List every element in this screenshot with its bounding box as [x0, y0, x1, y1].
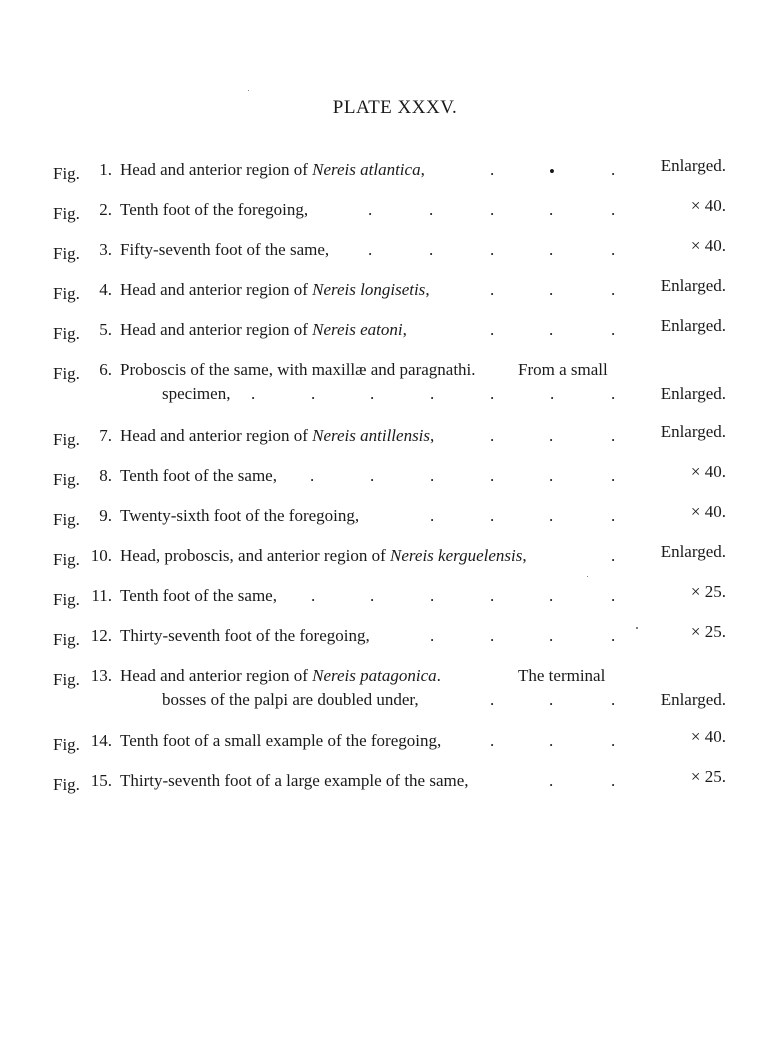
fig-number: 2. [99, 200, 112, 219]
magnification: Enlarged. [660, 542, 726, 561]
fig-label: Fig. [53, 284, 80, 303]
fig-label: Fig. [53, 510, 80, 529]
plate-title: PLATE XXXV. [332, 97, 458, 118]
magnification: Enlarged. [660, 690, 726, 709]
fig-description: Thirty-seventh foot of a large example of the same, [120, 771, 469, 790]
scan-speck [587, 576, 588, 577]
fig-number: 11. [91, 586, 112, 605]
magnification: Enlarged. [660, 316, 726, 335]
fig-description: Tenth foot of the same, [120, 466, 277, 485]
scan-speck [248, 90, 249, 91]
magnification: × 40. [690, 196, 726, 215]
fig-description-line2: specimen, [162, 384, 231, 403]
scan-speck [636, 627, 638, 629]
fig-description-continuation: The terminal [518, 666, 606, 685]
fig-description: Proboscis of the same, with maxillæ and paragnathi. [120, 360, 476, 379]
fig-description: Head and anterior region of Nereis atlantica, [120, 160, 425, 179]
magnification: × 40. [690, 727, 726, 746]
magnification: × 25. [690, 767, 726, 786]
fig-description: Head, proboscis, and anterior region of Nereis kerguelensis, [120, 546, 527, 565]
fig-description: Twenty-sixth foot of the foregoing, [120, 506, 360, 525]
fig-description: Head and anterior region of Nereis eatoni, [120, 320, 407, 339]
fig-number: 8. [99, 466, 112, 485]
fig-label: Fig. [53, 364, 80, 383]
fig-description: Tenth foot of the foregoing, [120, 200, 309, 219]
fig-description: Fifty-seventh foot of the same, [120, 240, 330, 259]
magnification: × 40. [690, 236, 726, 255]
fig-label: Fig. [53, 204, 80, 223]
fig-label: Fig. [53, 735, 80, 754]
fig-label: Fig. [53, 590, 80, 609]
fig-label: Fig. [53, 430, 80, 449]
fig-label: Fig. [53, 324, 80, 343]
fig-number: 15. [90, 771, 112, 790]
fig-description: Tenth foot of the same, [120, 586, 277, 605]
magnification: × 40. [690, 502, 726, 521]
magnification: × 25. [690, 622, 726, 641]
fig-number: 7. [99, 426, 112, 445]
fig-label: Fig. [53, 670, 80, 689]
fig-description: Thirty-seventh foot of the foregoing, [120, 626, 370, 645]
magnification: Enlarged. [660, 156, 726, 175]
fig-label: Fig. [53, 550, 80, 569]
fig-description: Head and anterior region of Nereis antillensis, [120, 426, 435, 445]
fig-number: 5. [99, 320, 112, 339]
fig-number: 12. [90, 626, 112, 645]
fig-description: Head and anterior region of Nereis patagonica. [120, 666, 441, 685]
fig-label: Fig. [53, 470, 80, 489]
fig-label: Fig. [53, 630, 80, 649]
magnification: Enlarged. [660, 276, 726, 295]
magnification: × 25. [690, 582, 726, 601]
fig-label: Fig. [53, 775, 80, 794]
fig-number: 13. [90, 666, 112, 685]
fig-label: Fig. [53, 164, 80, 183]
fig-number: 9. [99, 506, 112, 525]
magnification: × 40. [690, 462, 726, 481]
fig-number: 1. [99, 160, 112, 179]
magnification: Enlarged. [660, 384, 726, 403]
fig-description: Head and anterior region of Nereis longisetis, [120, 280, 430, 299]
fig-number: 4. [99, 280, 112, 299]
fig-number: 10. [90, 546, 112, 565]
fig-number: 3. [99, 240, 112, 259]
fig-description-line2: bosses of the palpi are doubled under, [162, 690, 419, 709]
fig-label: Fig. [53, 244, 80, 263]
plate-page: PLATE XXXV. Fig. 1. Head and anterior region of Nereis atlantica, . • . Enlarged. Fig. 2. Tenth foot of the foregoing, . . . . . × 40. Fig. 3. Fifty-seventh foot of the same, . . . . . × 40. Fig. 4. Head and anterior region of Nereis longisetis, . . . Enlarged. Fig. 5. Head and anterior region of Nereis eatoni, . . . Enlarged. Fig. 6. Proboscis of the same, with maxillæ and paragnathi. From a small specimen, . . . . . . . Enlarged. Fig. 7. Head and anterior region of Nereis antillensis, . . . Enlarged. Fig. 8. Tenth foot of the same, . . . . . . × 40. Fig. 9. Twenty-sixth foot of the foregoing, . . . . × 40. Fig. 10. Head, proboscis, and anterior region of Nereis kerguelensis, . Enlarged. Fig. 11. Tenth foot of the same, . . . . . . × 25. Fig. 12. Thirty-seventh foot of the foregoing, . . . . × 25. Fig. 13. Head and anterior region of Nereis patagonica. The terminal bosses of the palpi are doubled under, . . . Enlarged. Fig. 14. Tenth foot of a small example of the foregoing, . . . × 40. Fig. 15. Thirty-seventh foot of a large example of the same, . . × 25. [0, 0, 776, 1050]
fig-number: 14. [90, 731, 112, 750]
fig-number: 6. [99, 360, 112, 379]
magnification: Enlarged. [660, 422, 726, 441]
fig-description: Tenth foot of a small example of the foregoing, [120, 731, 442, 750]
fig-description-continuation: From a small [518, 360, 608, 379]
